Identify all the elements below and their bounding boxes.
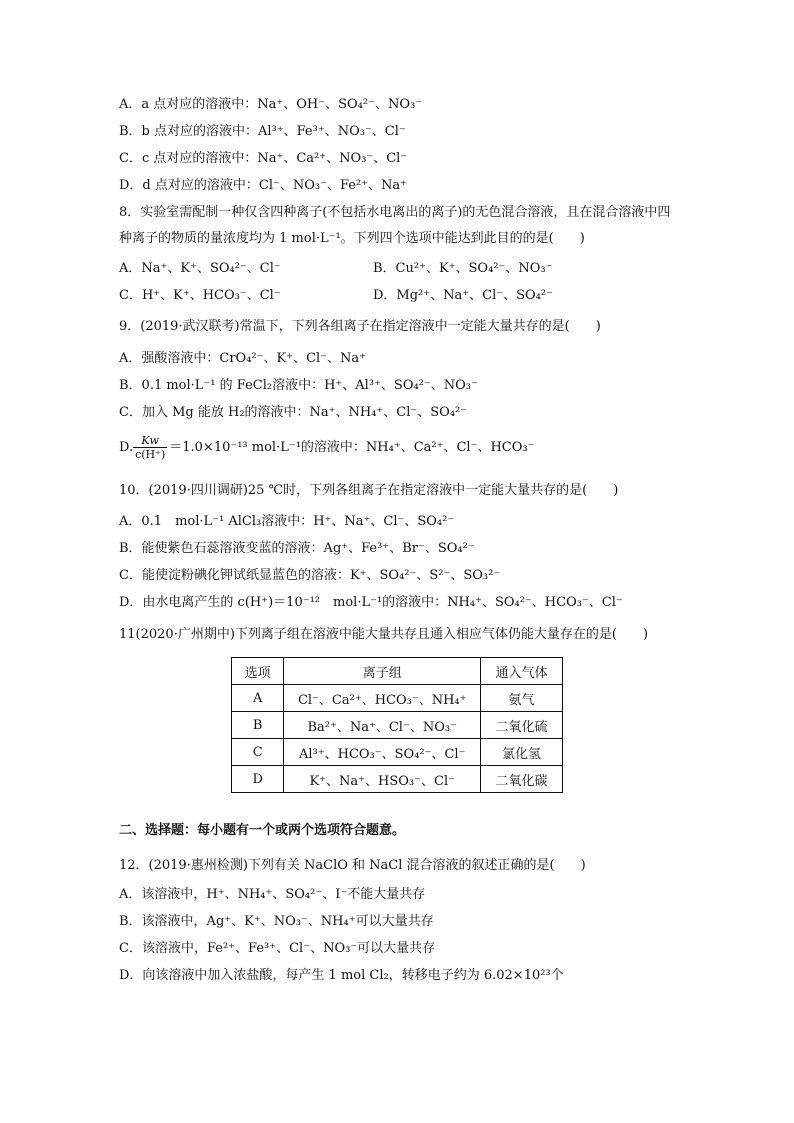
q8-stem: 8．实验室需配制一种仅含四种离子(不包括水电离出的离子)的无色混合溶液，且在混合溶液中四种离子的物质的量浓度均为 1 mol·L⁻¹。下列四个选项中能达到此目的的是( ) <box>119 205 671 246</box>
table-cell: Ba²⁺、Na⁺、Cl⁻、NO₃⁻ <box>284 712 481 739</box>
table-cell: Al³⁺、HCO₃⁻、SO₄²⁻、Cl⁻ <box>284 739 481 766</box>
table-cell: 氨气 <box>481 685 563 712</box>
table-header-cell: 通入气体 <box>481 658 563 685</box>
fraction-denominator: c(H⁺) <box>135 448 166 461</box>
q9-option-d-prefix: D. <box>119 440 134 455</box>
q11-stem: 11(2020·广州期中)下列离子组在溶液中能大量共存且通入相应气体仍能大量存在的是( ) <box>119 627 649 642</box>
table-row <box>232 685 563 712</box>
q10-stem: 10．(2019·四川调研)25 ℃时，下列各组离子在指定溶液中一定能大量共存的是( ) <box>119 483 619 498</box>
q7-option-d: D．d 点对应的溶液中：Cl⁻、NO₃⁻、Fe²⁺、Na⁺ <box>119 178 408 193</box>
q9-option-b: B．0.1 mol·L⁻¹ 的 FeCl₂溶液中：H⁺、Al³⁺、SO₄²⁻、NO₃⁻ <box>119 378 478 393</box>
q10-option-b: B．能使紫色石蕊溶液变蓝的溶液：Ag⁺、Fe³⁺、Br⁻、SO₄²⁻ <box>119 541 475 556</box>
table-row <box>232 766 563 793</box>
table-cell: 二氧化碳 <box>481 766 563 793</box>
table-cell: 二氧化硫 <box>481 712 563 739</box>
q9-option-a: A．强酸溶液中：CrO₄²⁻、K⁺、Cl⁻、Na⁺ <box>119 351 367 366</box>
q10-option-d: D．由水电离产生的 c(H⁺)＝10⁻¹² mol·L⁻¹的溶液中：NH₄⁺、SO₄²⁻、HCO₃⁻、Cl⁻ <box>119 595 623 610</box>
table-header-cell: 选项 <box>232 658 284 685</box>
section-heading: 二、选择题：每小题有一个或两个选项符合题意。 <box>119 823 406 838</box>
table-cell: K⁺、Na⁺、HSO₃⁻、Cl⁻ <box>284 766 481 793</box>
q9-stem: 9．(2019·武汉联考)常温下，下列各组离子在指定溶液中一定能大量共存的是( ) <box>119 319 601 334</box>
kw-fraction <box>133 434 167 461</box>
table-cell: Cl⁻、Ca²⁺、HCO₃⁻、NH₄⁺ <box>284 685 481 712</box>
table-cell: D <box>232 766 284 793</box>
q7-option-c: C．c 点对应的溶液中：Na⁺、Ca²⁺、NO₃⁻、Cl⁻ <box>119 151 408 166</box>
q12-option-b: B．该溶液中，Ag⁺、K⁺、NO₃⁻、NH₄⁺可以大量共存 <box>119 914 434 929</box>
q10-option-c: C．能使淀粉碘化钾试纸显蓝色的溶液：K⁺、SO₄²⁻、S²⁻、SO₃²⁻ <box>119 568 501 583</box>
table-cell: 氯化氢 <box>481 739 563 766</box>
q12-option-a: A．该溶液中，H⁺、NH₄⁺、SO₄²⁻、I⁻不能大量共存 <box>119 887 426 902</box>
table-cell: A <box>232 685 284 712</box>
q7-option-a: A．a 点对应的溶液中：Na⁺、OH⁻、SO₄²⁻、NO₃⁻ <box>119 97 423 112</box>
table-header-cell: 离子组 <box>284 658 481 685</box>
q7-option-b: B．b 点对应的溶液中：Al³⁺、Fe³⁺、NO₃⁻、Cl⁻ <box>119 124 406 139</box>
q11-table <box>231 657 563 793</box>
table-row <box>232 739 563 766</box>
q8-option-b: B．Cu²⁺、K⁺、SO₄²⁻、NO₃⁻ <box>373 261 553 276</box>
q9-option-c: C．加入 Mg 能放 H₂的溶液中：Na⁺、NH₄⁺、Cl⁻、SO₄²⁻ <box>119 405 468 420</box>
q12-stem: 12．(2019·惠州检测)下列有关 NaClO 和 NaCl 混合溶液的叙述正确的是( ) <box>119 858 586 873</box>
q8-option-a: A．Na⁺、K⁺、SO₄²⁻、Cl⁻ <box>119 261 281 276</box>
q12-option-d: D．向该溶液中加入浓盐酸，每产生 1 mol Cl₂，转移电子约为 6.02×10²³个 <box>119 968 564 983</box>
q10-option-a: A．0.1 mol·L⁻¹ AlCl₃溶液中：H⁺、Na⁺、Cl⁻、SO₄²⁻ <box>119 514 455 529</box>
q9-option-d-text: ＝1.0×10⁻¹³ mol·L⁻¹的溶液中：NH₄⁺、Ca²⁺、Cl⁻、HCO₃⁻ <box>169 440 535 455</box>
table-row <box>232 712 563 739</box>
table-header-row <box>232 658 563 685</box>
table-cell: C <box>232 739 284 766</box>
table-cell: B <box>232 712 284 739</box>
q8-option-c: C．H⁺、K⁺、HCO₃⁻、Cl⁻ <box>119 288 281 303</box>
q9-option-d <box>119 434 534 462</box>
q12-option-c: C．该溶液中，Fe²⁺、Fe³⁺、Cl⁻、NO₃⁻可以大量共存 <box>119 941 436 956</box>
q8-option-d: D．Mg²⁺、Na⁺、Cl⁻、SO₄²⁻ <box>373 288 553 303</box>
fraction-numerator: Kw <box>133 434 167 448</box>
